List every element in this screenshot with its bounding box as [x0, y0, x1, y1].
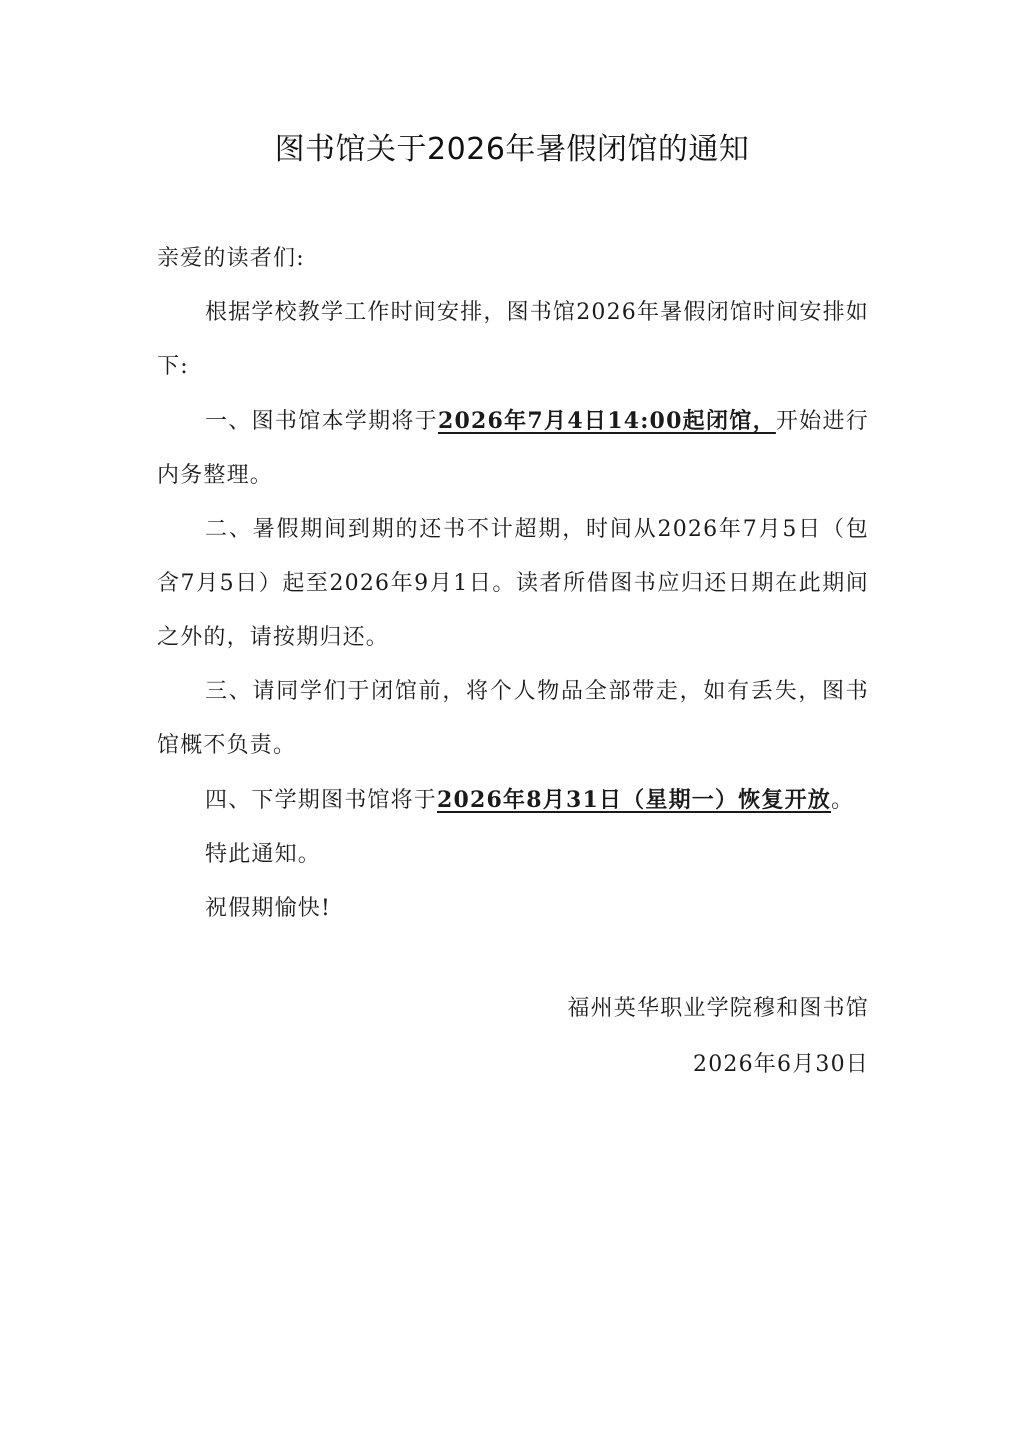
item-4-suffix: 。	[830, 788, 855, 813]
notice-title: 图书馆关于2026年暑假闭馆的通知	[274, 132, 750, 167]
greeting: 亲爱的读者们:	[157, 246, 305, 271]
item-2-paragraph: 二、暑假期间到期的还书不计超期，时间从2026年7月5日（包含7月5日）起至2026年9月1日。读者所借图书应归还日期在此期间之外的，请按期归还。	[157, 517, 869, 650]
intro-paragraph: 根据学校教学工作时间安排，图书馆2026年暑假闭馆时间安排如下:	[157, 300, 869, 379]
closing-notice: 特此通知。	[205, 842, 322, 867]
item-3-paragraph: 三、请同学们于闭馆前，将个人物品全部带走，如有丢失，图书馆概不负责。	[157, 679, 869, 758]
notice-body	[157, 232, 869, 936]
item-1-suffix: 开始进行内务整理。	[157, 409, 869, 488]
signature-block	[567, 981, 869, 1093]
closing-wishes: 祝假期愉快!	[205, 896, 332, 921]
item-4-reopen-date: 2026年8月31日（星期一）恢复开放	[437, 787, 831, 813]
signature-organization: 福州英华职业学院穆和图书馆	[567, 996, 869, 1021]
item-4-paragraph	[157, 773, 869, 828]
item-1-closing-date: 2026年7月4日14:00起闭馆，	[437, 408, 776, 434]
item-1-prefix: 一、图书馆本学期将于	[205, 409, 438, 434]
item-4-prefix: 四、下学期图书馆将于	[205, 788, 438, 813]
item-1-paragraph	[157, 394, 869, 503]
signature-date: 2026年6月30日	[693, 1052, 869, 1077]
